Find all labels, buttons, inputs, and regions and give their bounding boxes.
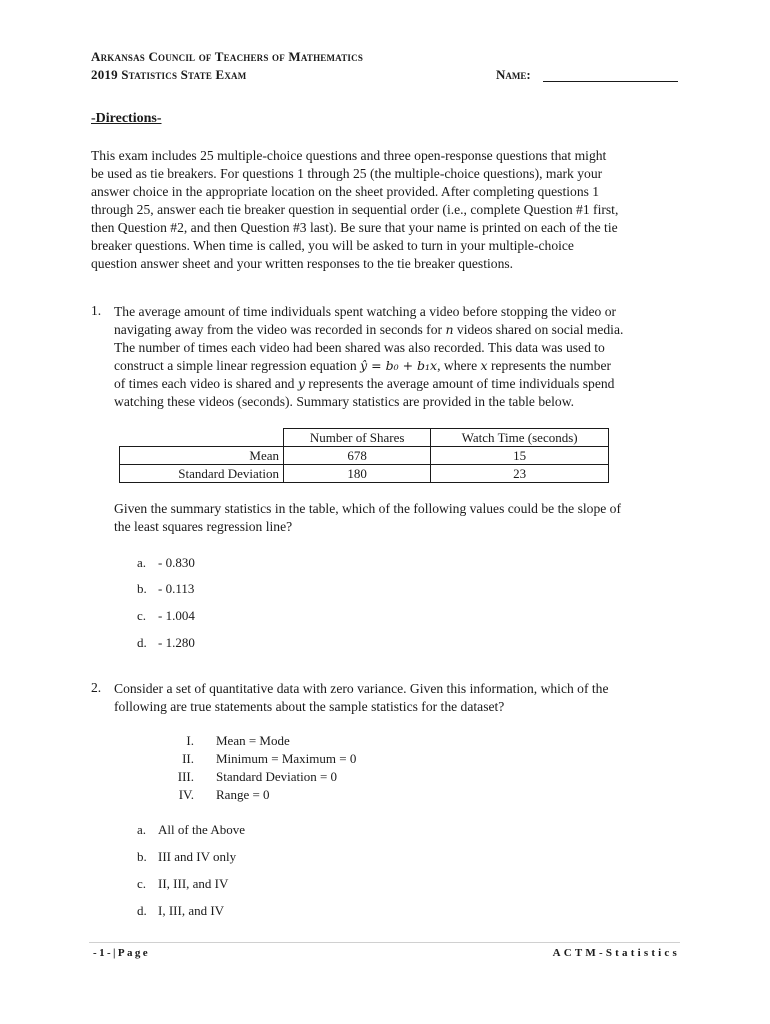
directions-line: This exam includes 25 multiple-choice questions and three open-response questions that might [91,148,607,163]
regression-equation: ŷ = b₀ + b₁x [360,358,438,373]
page-number-footer: -1-|Page [93,947,151,959]
statement-numeral: IV. [178,787,194,802]
directions-line: question answer sheet and your written responses to the tie breaker questions. [91,256,514,271]
summary-statistics-table [119,428,609,483]
statement-numeral: III. [177,769,194,784]
variable-n: n [445,322,454,337]
directions-line: through 25, answer each tie breaker question in sequential order (i.e., complete Question #1 first, [91,202,619,217]
question-1-text-line: The average amount of time individuals spent watching a video before stopping the video or [114,304,617,319]
table-header-cell: Number of Shares [284,429,431,447]
option-text: I, III, and IV [158,903,225,918]
option-text: - 0.113 [158,581,195,596]
question-1-text-line: The number of times each video had been shared was also recorded. This data was used to [114,340,605,355]
table-cell: 15 [431,447,609,465]
table-row-label: Mean [120,447,284,465]
table-row [120,447,609,465]
table-header-cell: Watch Time (seconds) [431,429,609,447]
table-row [120,465,609,483]
question-1-text-line: construct a simple linear regression equation ŷ = b₀ + b₁x, where x represents the number [114,358,612,373]
option-text: - 1.004 [158,608,195,623]
statement-numeral: I. [186,733,194,748]
option-letter: c. [137,608,147,623]
name-blank-line [543,81,678,82]
question-1-prompt-line: Given the summary statistics in the table, which of the following values could be the slope of [114,501,622,516]
variable-y: y [297,376,305,391]
option-letter: b. [137,849,147,864]
question-1-prompt-line: the least squares regression line? [114,519,293,534]
question-2-text-line: following are true statements about the sample statistics for the dataset? [114,699,505,714]
question-2-text-line: Consider a set of quantitative data with zero variance. Given this information, which of the [114,681,609,696]
option-text: All of the Above [158,822,246,837]
directions-line: answer choice in the appropriate location on the sheet provided. After completing questions 1 [91,184,600,199]
question-1-number: 1. [91,303,102,318]
directions-line: breaker questions. When time is called, you will be asked to turn in your multiple-choice [91,238,574,253]
statement-text: Mean = Mode [216,733,290,748]
option-letter: a. [137,555,147,570]
table-corner-cell [120,429,284,447]
question-2-number: 2. [91,680,102,695]
option-letter: c. [137,876,147,891]
statement-numeral: II. [182,751,194,766]
option-letter: d. [137,635,147,650]
directions-line: then Question #2, and then Question #3 last). Be sure that your name is printed on each of the tie [91,220,618,235]
table-cell: 678 [284,447,431,465]
statement-text: Minimum = Maximum = 0 [216,751,357,766]
statement-text: Standard Deviation = 0 [216,769,338,784]
option-letter: b. [137,581,147,596]
option-text: II, III, and IV [158,876,229,891]
table-header-row [120,429,609,447]
table-cell: 180 [284,465,431,483]
table-row-label: Standard Deviation [120,465,284,483]
directions-heading: -Directions- [91,111,162,126]
option-text: - 1.280 [158,635,195,650]
directions-line: be used as tie breakers. For questions 1 through 25 (the multiple-choice questions), mark your [91,166,603,181]
question-1-text-line: navigating away from the video was recorded in seconds for n videos shared on social media. [114,322,624,337]
option-text: - 0.830 [158,555,195,570]
option-letter: a. [137,822,147,837]
organization-title: Arkansas Council of Teachers of Mathematics [91,49,364,64]
footer-course-label: ACTM-Statistics [552,947,680,959]
table-cell: 23 [431,465,609,483]
option-letter: d. [137,903,147,918]
exam-title: 2019 Statistics State Exam [91,67,247,82]
footer-divider [89,942,680,943]
variable-x: x [480,358,488,373]
question-1-text-line: watching these videos (seconds). Summary statistics are provided in the table below. [114,394,575,409]
name-label: Name: [496,67,531,82]
option-text: III and IV only [158,849,237,864]
question-1-text-line: of times each video is shared and y represents the average amount of time individuals spend [114,376,615,391]
statement-text: Range = 0 [216,787,270,802]
